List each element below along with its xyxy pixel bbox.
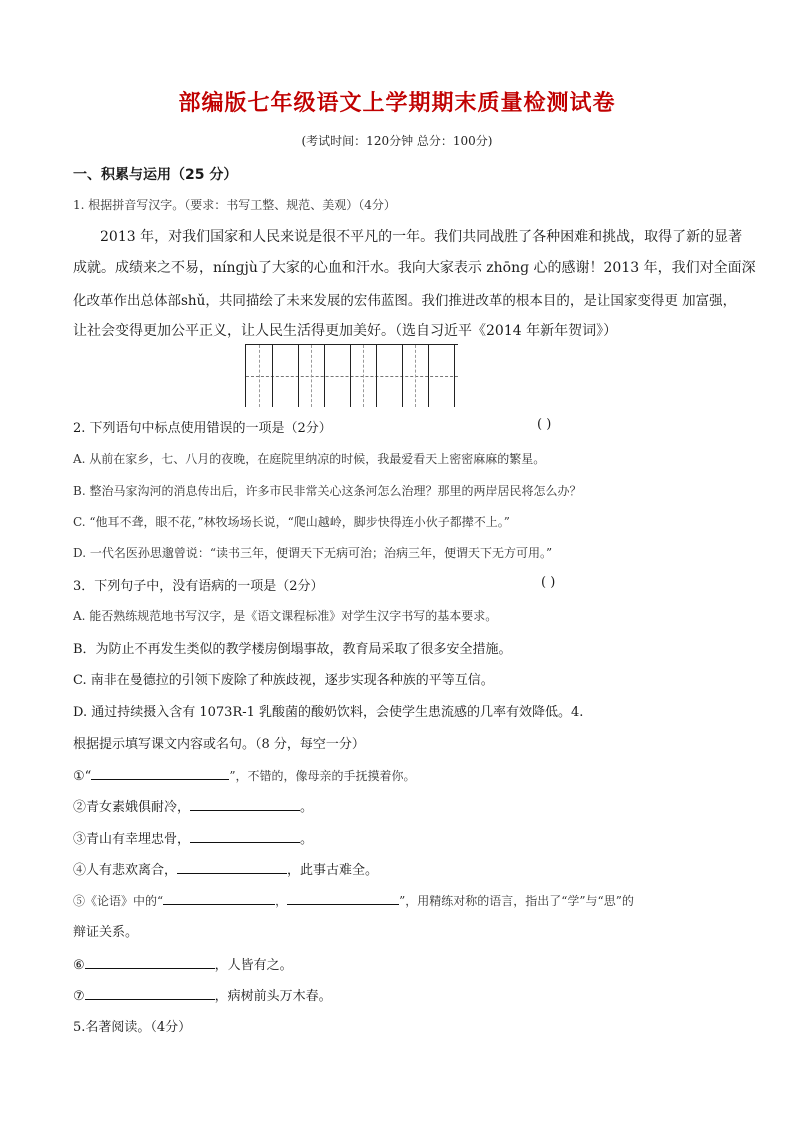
- fill-blank[interactable]: [163, 890, 275, 905]
- page-title: 部编版七年级语文上学期期末质量检测试卷: [178, 91, 616, 116]
- fill-blank[interactable]: [85, 985, 215, 1000]
- question-1-stem: 1. 根据拼音写汉字。（要求：书写工整、规范、美观）（4分）: [73, 198, 396, 212]
- q2-option-b: B. 整治马家沟河的消息传出后，许多市民非常关心这条河怎么治理？那里的两岸居民将怎么办？: [73, 484, 582, 498]
- q4-item-6: ⑥ ，人皆有之。: [73, 954, 293, 973]
- fill-blank[interactable]: [91, 765, 229, 780]
- q1-paragraph-line-4: 让社会变得更加公平正义，让人民生活得更加美好。（选自习近平《2014 年新年贺词》）: [73, 323, 618, 339]
- q1-paragraph-line-3: 化改革作出总体部shǔ，共同描绘了未来发展的宏伟蓝图。我们推进改革的根本目的，是让国家变得更 加富强，: [73, 293, 737, 309]
- fill-blank[interactable]: [177, 859, 287, 874]
- fill-blank[interactable]: [287, 890, 399, 905]
- exam-info: (考试时间：120分钟 总分：100分): [301, 134, 493, 148]
- answer-grid[interactable]: [245, 344, 458, 407]
- q4-item-3: ③青山有幸埋忠骨， 。: [73, 828, 313, 847]
- q4-item-2: ②青女素娥俱耐冷， 。: [73, 796, 313, 815]
- q2-option-a: A. 从前在家乡，七、八月的夜晚，在庭院里纳凉的时候，我最爱看天上密密麻麻的繁星。: [73, 452, 546, 466]
- q4-item-7: ⑦ ，病树前头万木春。: [73, 985, 332, 1004]
- q4-item-5-cont: 辩证关系。: [73, 925, 139, 940]
- fill-blank[interactable]: [190, 796, 300, 811]
- q2-option-c: C. “他耳不聋，眼不花，”林牧场场长说，“爬山越岭，脚步快得连小伙子都撵不上。”: [73, 515, 510, 529]
- q4-item-1: ①“ ”，不错的，像母亲的手抚摸着你。: [73, 765, 415, 784]
- q4-item-5: ⑤《论语》中的“ ， ”，用精练对称的语言，指出了“学”与“思”的: [73, 890, 634, 909]
- question-2-stem: 2. 下列语句中标点使用错误的一项是（2分）: [73, 421, 332, 436]
- fill-blank[interactable]: [190, 828, 300, 843]
- question-4-stem: 根据提示填写课文内容或名句。（8 分，每空一分）: [73, 737, 365, 752]
- q3-option-c: C. 南非在曼德拉的引领下废除了种族歧视，逐步实现各种族的平等互信。: [73, 673, 494, 688]
- q1-paragraph-line-2: 成就。成绩来之不易，nínɡjù了大家的心血和汗水。我向大家表示 zhōnɡ 心的感谢！2013 年，我们对全面深: [73, 260, 756, 276]
- question-5-stem: 5.名著阅读。（4分）: [73, 1020, 192, 1035]
- q2-option-d: D. 一代名医孙思邈曾说：“读书三年，便谓天下无病可治；治病三年，便谓天下无方可用。”: [73, 546, 553, 560]
- q3-answer-paren[interactable]: ( ): [541, 575, 556, 590]
- q4-item-4: ④人有悲欢离合， ，此事古难全。: [73, 859, 378, 878]
- q3-option-d: D. 通过持续摄入含有 1073R-1 乳酸菌的酸奶饮料，会使学生患流感的几率有效降低。4.: [73, 705, 584, 720]
- fill-blank[interactable]: [85, 954, 215, 969]
- q3-option-b: B．为防止不再发生类似的教学楼房倒塌事故，教育局采取了很多安全措施。: [73, 642, 512, 657]
- section-heading: 一、积累与运用（25 分）: [73, 167, 238, 183]
- question-3-stem: 3．下列句子中，没有语病的一项是（2分）: [73, 579, 324, 594]
- q3-option-a: A. 能否熟练规范地书写汉字，是《语文课程标准》对学生汉字书写的基本要求。: [73, 609, 498, 623]
- q2-answer-paren[interactable]: ( ): [537, 417, 552, 432]
- q1-paragraph-line-1: 2013 年，对我们国家和人民来说是很不平凡的一年。我们共同战胜了各种困难和挑战，取得了新的显著: [100, 229, 743, 245]
